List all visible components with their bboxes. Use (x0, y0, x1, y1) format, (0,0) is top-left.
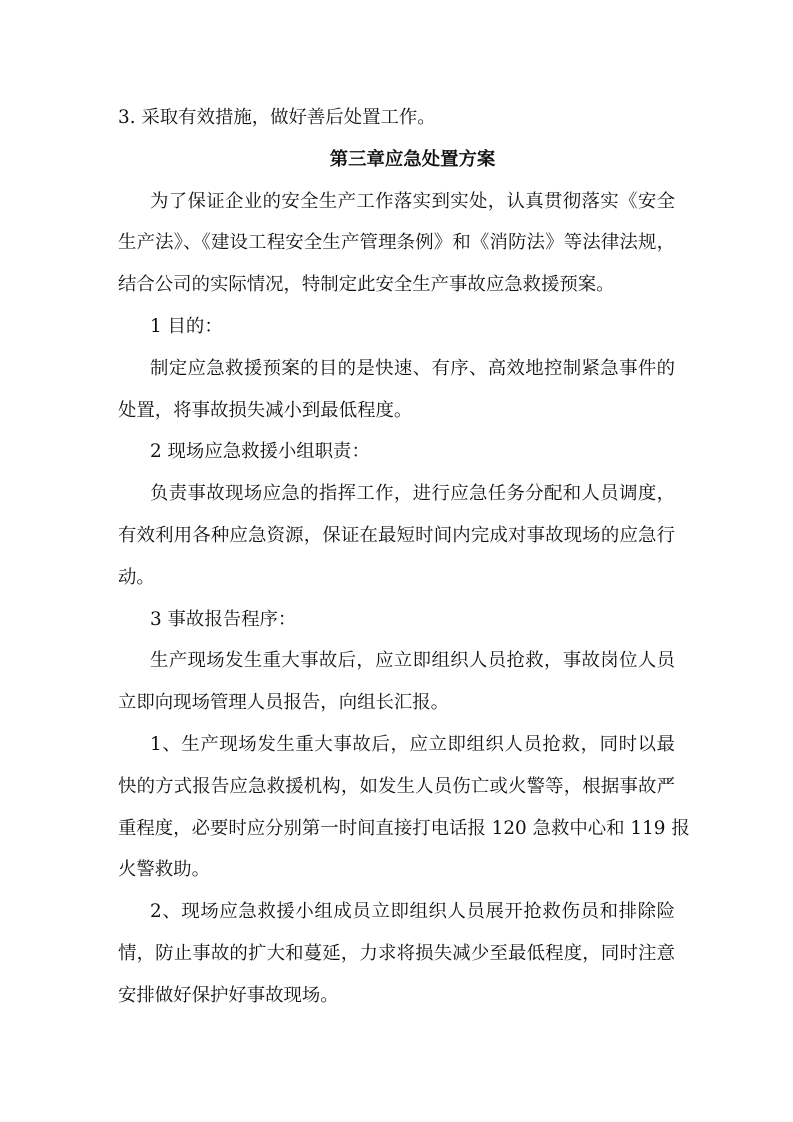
paragraph-line: 负责事故现场应急的指挥工作，进行应急任务分配和人员调度， (150, 483, 675, 505)
paragraph (118, 306, 675, 348)
paragraph-line: 生产法》、《建设工程安全生产管理条例》和《消防法》等法律法规， (118, 232, 675, 254)
paragraph-line: 2、现场应急救援小组成员立即组织人员展开抢救伤员和排除险 (150, 901, 675, 923)
paragraph (118, 599, 675, 641)
paragraph-line: 有效利用各种应急资源，保证在最短时间内完成对事故现场的应急行 (118, 524, 675, 546)
paragraph (118, 473, 675, 598)
paragraph-line: 1 目的： (150, 315, 223, 337)
paragraph-line: 1、生产现场发生重大事故后，应立即组织人员抢救，同时以最 (150, 733, 675, 755)
paragraph-line: 处置，将事故损失减小到最低程度。 (118, 399, 413, 421)
paragraph-line: 制定应急救援预案的目的是快速、有序、高效地控制紧急事件的 (150, 357, 675, 379)
paragraph (118, 891, 675, 1016)
paragraph-line: 立即向现场管理人员报告，向组长汇报。 (118, 692, 450, 714)
document-page (118, 97, 690, 1017)
paragraph (118, 431, 675, 473)
paragraph-line: 重程度，必要时应分别第一时间直接打电话报 120 急救中心和 119 报 (118, 817, 690, 839)
paragraph-line: 为了保证企业的安全生产工作落实到实处，认真贯彻落实《安全 (150, 190, 675, 212)
paragraph-line: 结合公司的实际情况，特制定此安全生产事故应急救援预案。 (118, 274, 615, 296)
paragraph-line: 2 现场应急救援小组职责： (150, 441, 370, 463)
paragraph (118, 348, 675, 432)
paragraph-line: 安排做好保护好事故现场。 (118, 984, 339, 1006)
paragraph-line: 火警救助。 (118, 859, 210, 881)
paragraph-line: 动。 (118, 566, 155, 588)
paragraph-line: 生产现场发生重大事故后，应立即组织人员抢救，事故岗位人员 (150, 650, 675, 672)
paragraph-line: 快的方式报告应急救援机构，如发生人员伤亡或火警等，根据事故严 (118, 775, 675, 797)
list-item-intro: 3. 采取有效措施，做好善后处置工作。 (118, 107, 436, 128)
paragraph-line: 情，防止事故的扩大和蔓延，力求将损失减少至最低程度，同时注意 (118, 942, 675, 964)
paragraph (118, 640, 675, 724)
paragraph-line: 3 事故报告程序： (150, 608, 297, 630)
paragraph (118, 181, 675, 306)
chapter-title: 第三章应急处置方案 (329, 148, 496, 170)
paragraph (118, 724, 690, 891)
document-body (118, 181, 690, 1017)
